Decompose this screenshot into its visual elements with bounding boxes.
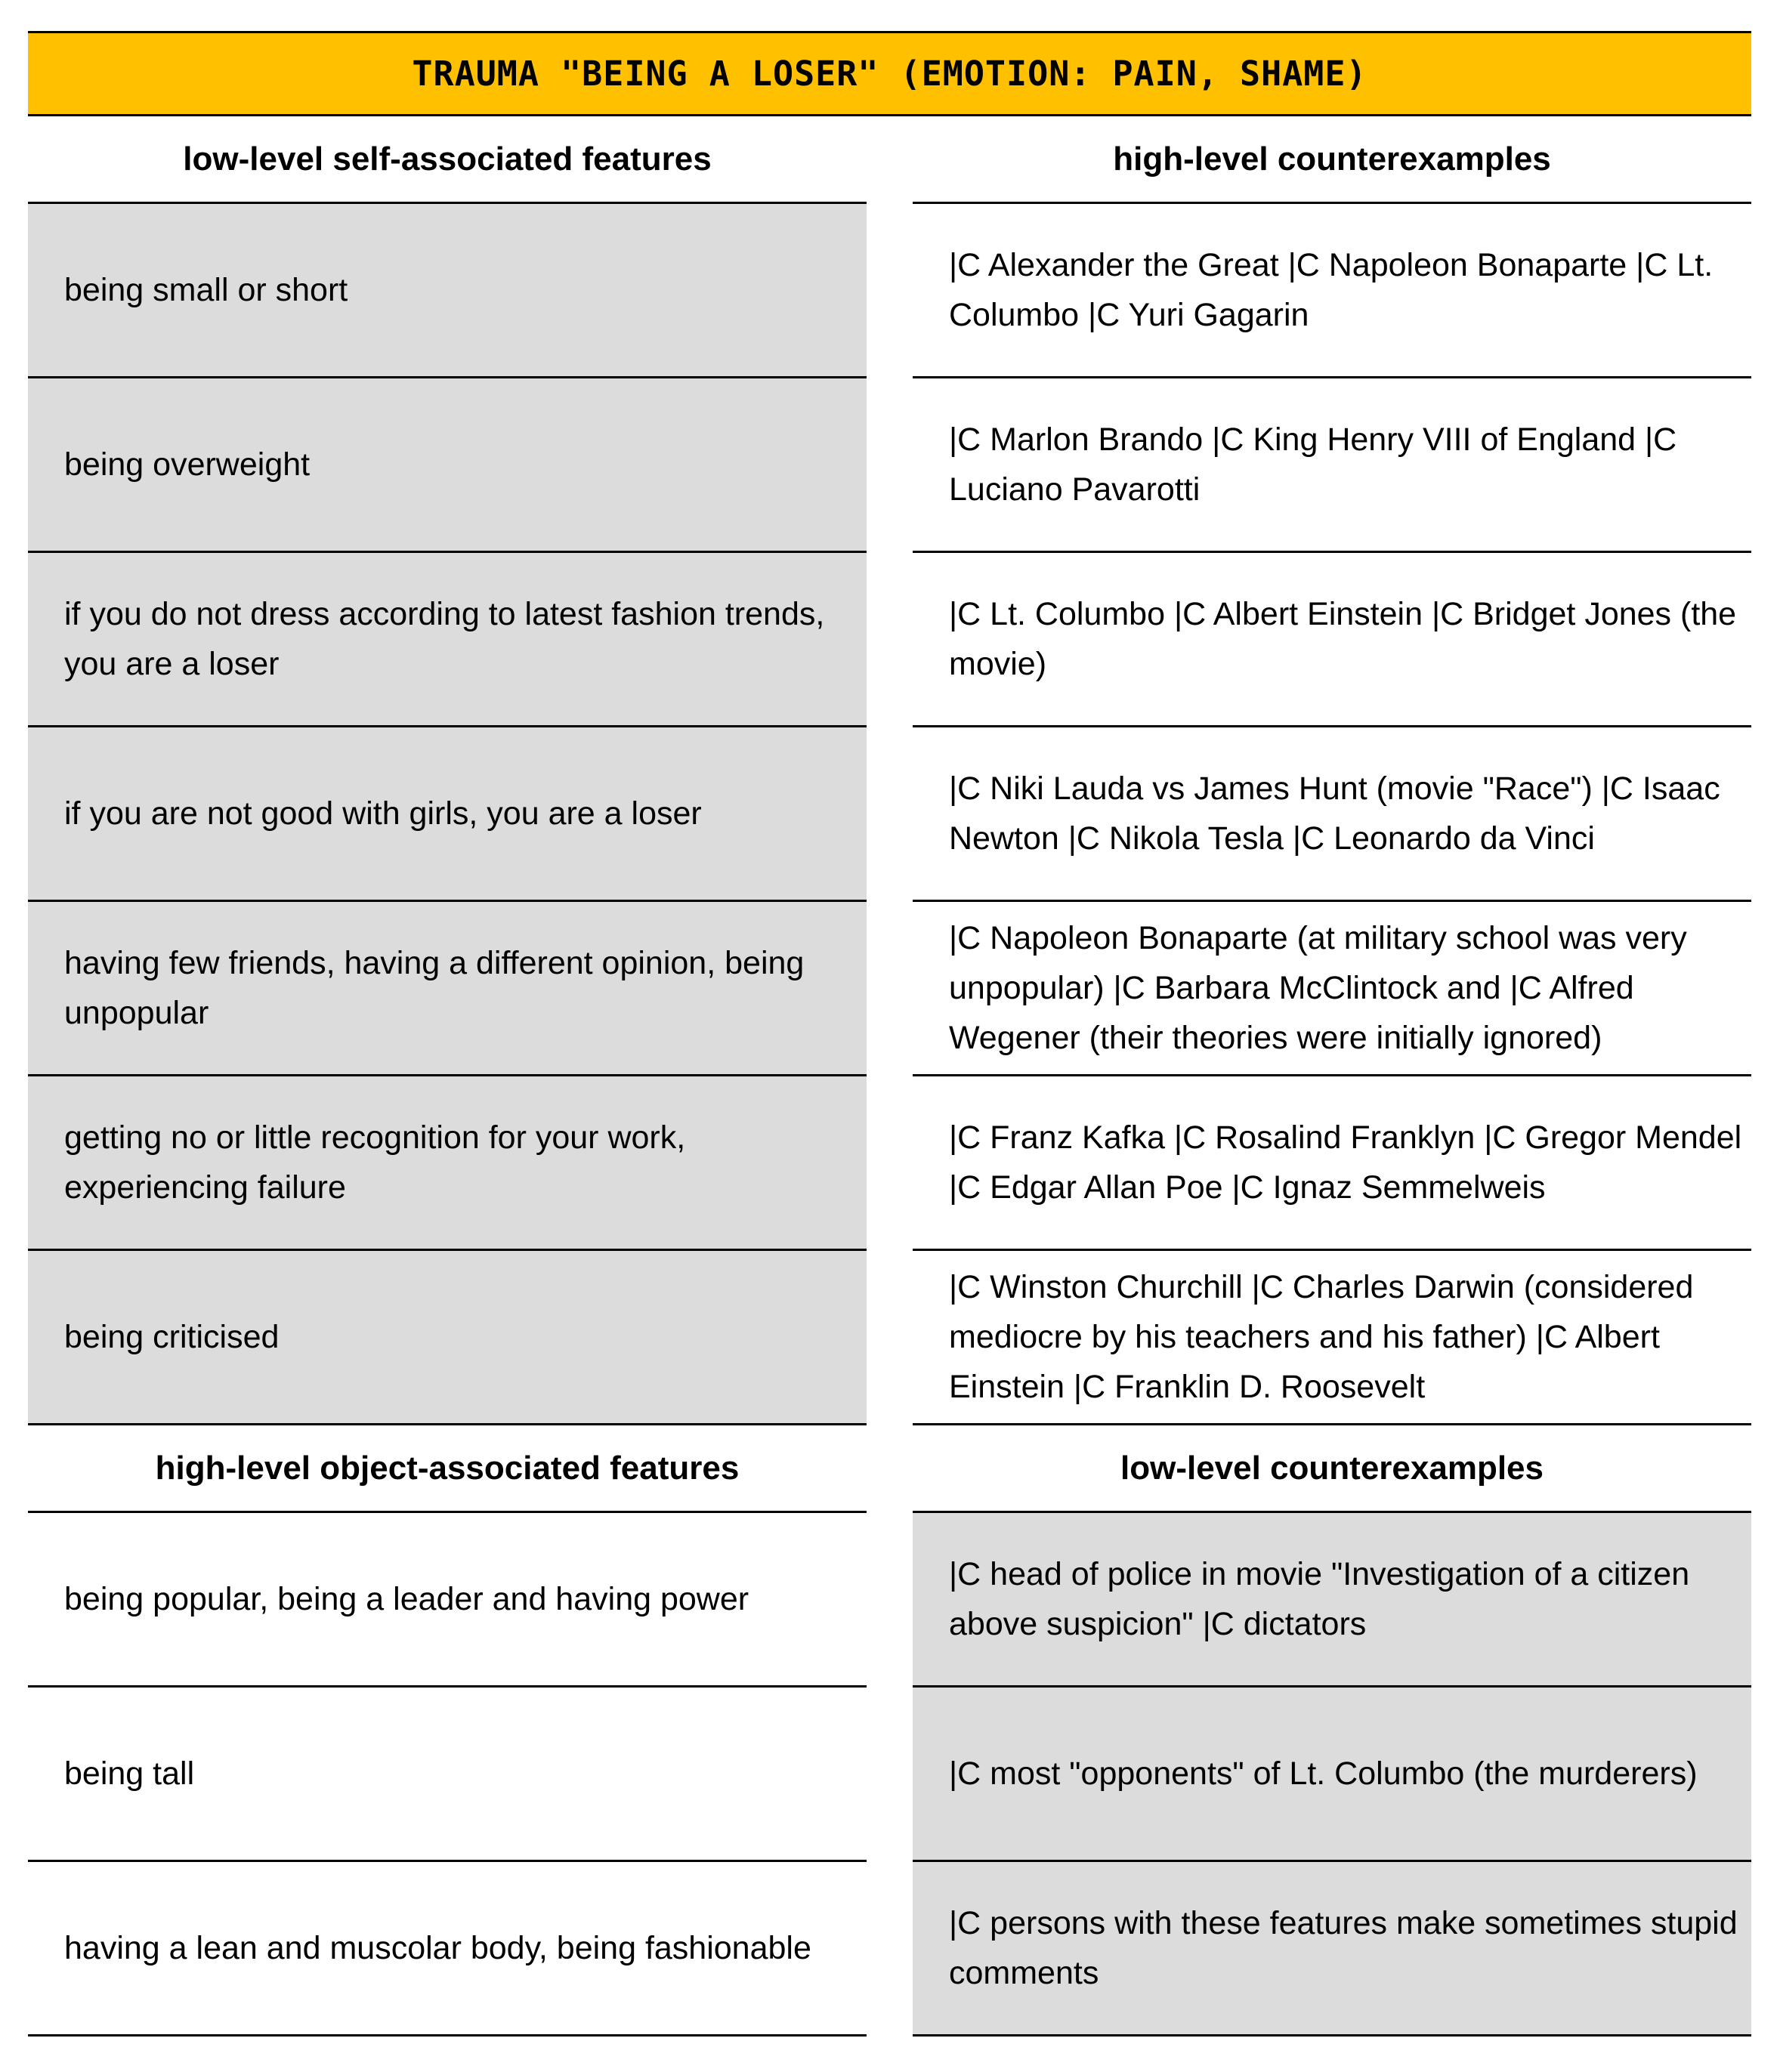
feature-text: being overweight xyxy=(64,446,311,483)
counterexample-cell xyxy=(913,1862,1751,2036)
feature-text: being popular, being a leader and having power xyxy=(64,1581,749,1617)
section-2-left-header: high-level object-associated features xyxy=(28,1425,867,1513)
counterexample-cell xyxy=(913,378,1751,553)
feature-text: if you are not good with girls, you are a loser xyxy=(64,795,702,832)
counterexample-text: |C Alexander the Great |C Napoleon Bonaparte |C Lt. Columbo |C Yuri Gagarin xyxy=(949,247,1714,333)
section-1-right-header: high-level counterexamples xyxy=(913,116,1751,204)
counterexample-text: |C most "opponents" of Lt. Columbo (the murderers) xyxy=(949,1755,1698,1792)
document-page xyxy=(28,31,1751,2036)
counterexample-cell xyxy=(913,1076,1751,1251)
title-banner xyxy=(28,31,1751,116)
counterexample-cell xyxy=(913,1688,1751,1862)
counterexample-text: |C Winston Churchill |C Charles Darwin (considered mediocre by his teachers and his father) |C Albert Einstein |C Franklin D. Roosevelt xyxy=(949,1269,1694,1405)
counterexample-text: |C head of police in movie "Investigation of a citizen above suspicion" |C dictators xyxy=(949,1556,1690,1642)
feature-cell xyxy=(28,204,867,378)
feature-text: having a lean and muscolar body, being fashionable xyxy=(64,1930,811,1966)
feature-text: if you do not dress according to latest fashion trends, you are a loser xyxy=(64,596,825,682)
feature-cell xyxy=(28,1688,867,1862)
counterexample-cell xyxy=(913,902,1751,1076)
feature-cell xyxy=(28,1076,867,1251)
counterexample-text: |C Lt. Columbo |C Albert Einstein |C Bridget Jones (the movie) xyxy=(949,596,1737,682)
section-1-left-header: low-level self-associated features xyxy=(28,116,867,204)
feature-text: having few friends, having a different opinion, being unpopular xyxy=(64,945,805,1031)
section-2-right-column xyxy=(913,1425,1751,2036)
counterexample-cell xyxy=(913,1251,1751,1425)
feature-text: being criticised xyxy=(64,1319,280,1355)
section-1-left-column xyxy=(28,116,867,1425)
feature-text: getting no or little recognition for your work, experiencing failure xyxy=(64,1119,686,1206)
counterexample-text: |C persons with these features make sometimes stupid comments xyxy=(949,1905,1738,1991)
section-1-right-column xyxy=(913,116,1751,1425)
counterexample-text: |C Marlon Brando |C King Henry VIII of England |C Luciano Pavarotti xyxy=(949,422,1677,508)
feature-cell xyxy=(28,1862,867,2036)
feature-cell xyxy=(28,1251,867,1425)
feature-text: being tall xyxy=(64,1755,195,1792)
counterexample-cell xyxy=(913,727,1751,902)
counterexample-cell xyxy=(913,1513,1751,1688)
section-2-left-column xyxy=(28,1425,867,2036)
feature-cell xyxy=(28,902,867,1076)
feature-cell xyxy=(28,1513,867,1688)
counterexample-text: |C Niki Lauda vs James Hunt (movie "Race") |C Isaac Newton |C Nikola Tesla |C Leonardo da Vinci xyxy=(949,770,1720,857)
feature-cell xyxy=(28,553,867,727)
section-2 xyxy=(28,1425,1751,2036)
section-1 xyxy=(28,116,1751,1425)
page-title: TRAUMA "BEING A LOSER" (EMOTION: PAIN, SHAME) xyxy=(412,54,1367,94)
section-2-right-header: low-level counterexamples xyxy=(913,1425,1751,1513)
feature-text: being small or short xyxy=(64,272,348,308)
feature-cell xyxy=(28,378,867,553)
counterexample-text: |C Franz Kafka |C Rosalind Franklyn |C Gregor Mendel |C Edgar Allan Poe |C Ignaz Semmelweis xyxy=(949,1119,1742,1206)
counterexample-text: |C Napoleon Bonaparte (at military school was very unpopular) |C Barbara McClintock and |C Alfred Wegener (their theories were initially ignored) xyxy=(949,920,1687,1056)
counterexample-cell xyxy=(913,204,1751,378)
counterexample-cell xyxy=(913,553,1751,727)
feature-cell xyxy=(28,727,867,902)
